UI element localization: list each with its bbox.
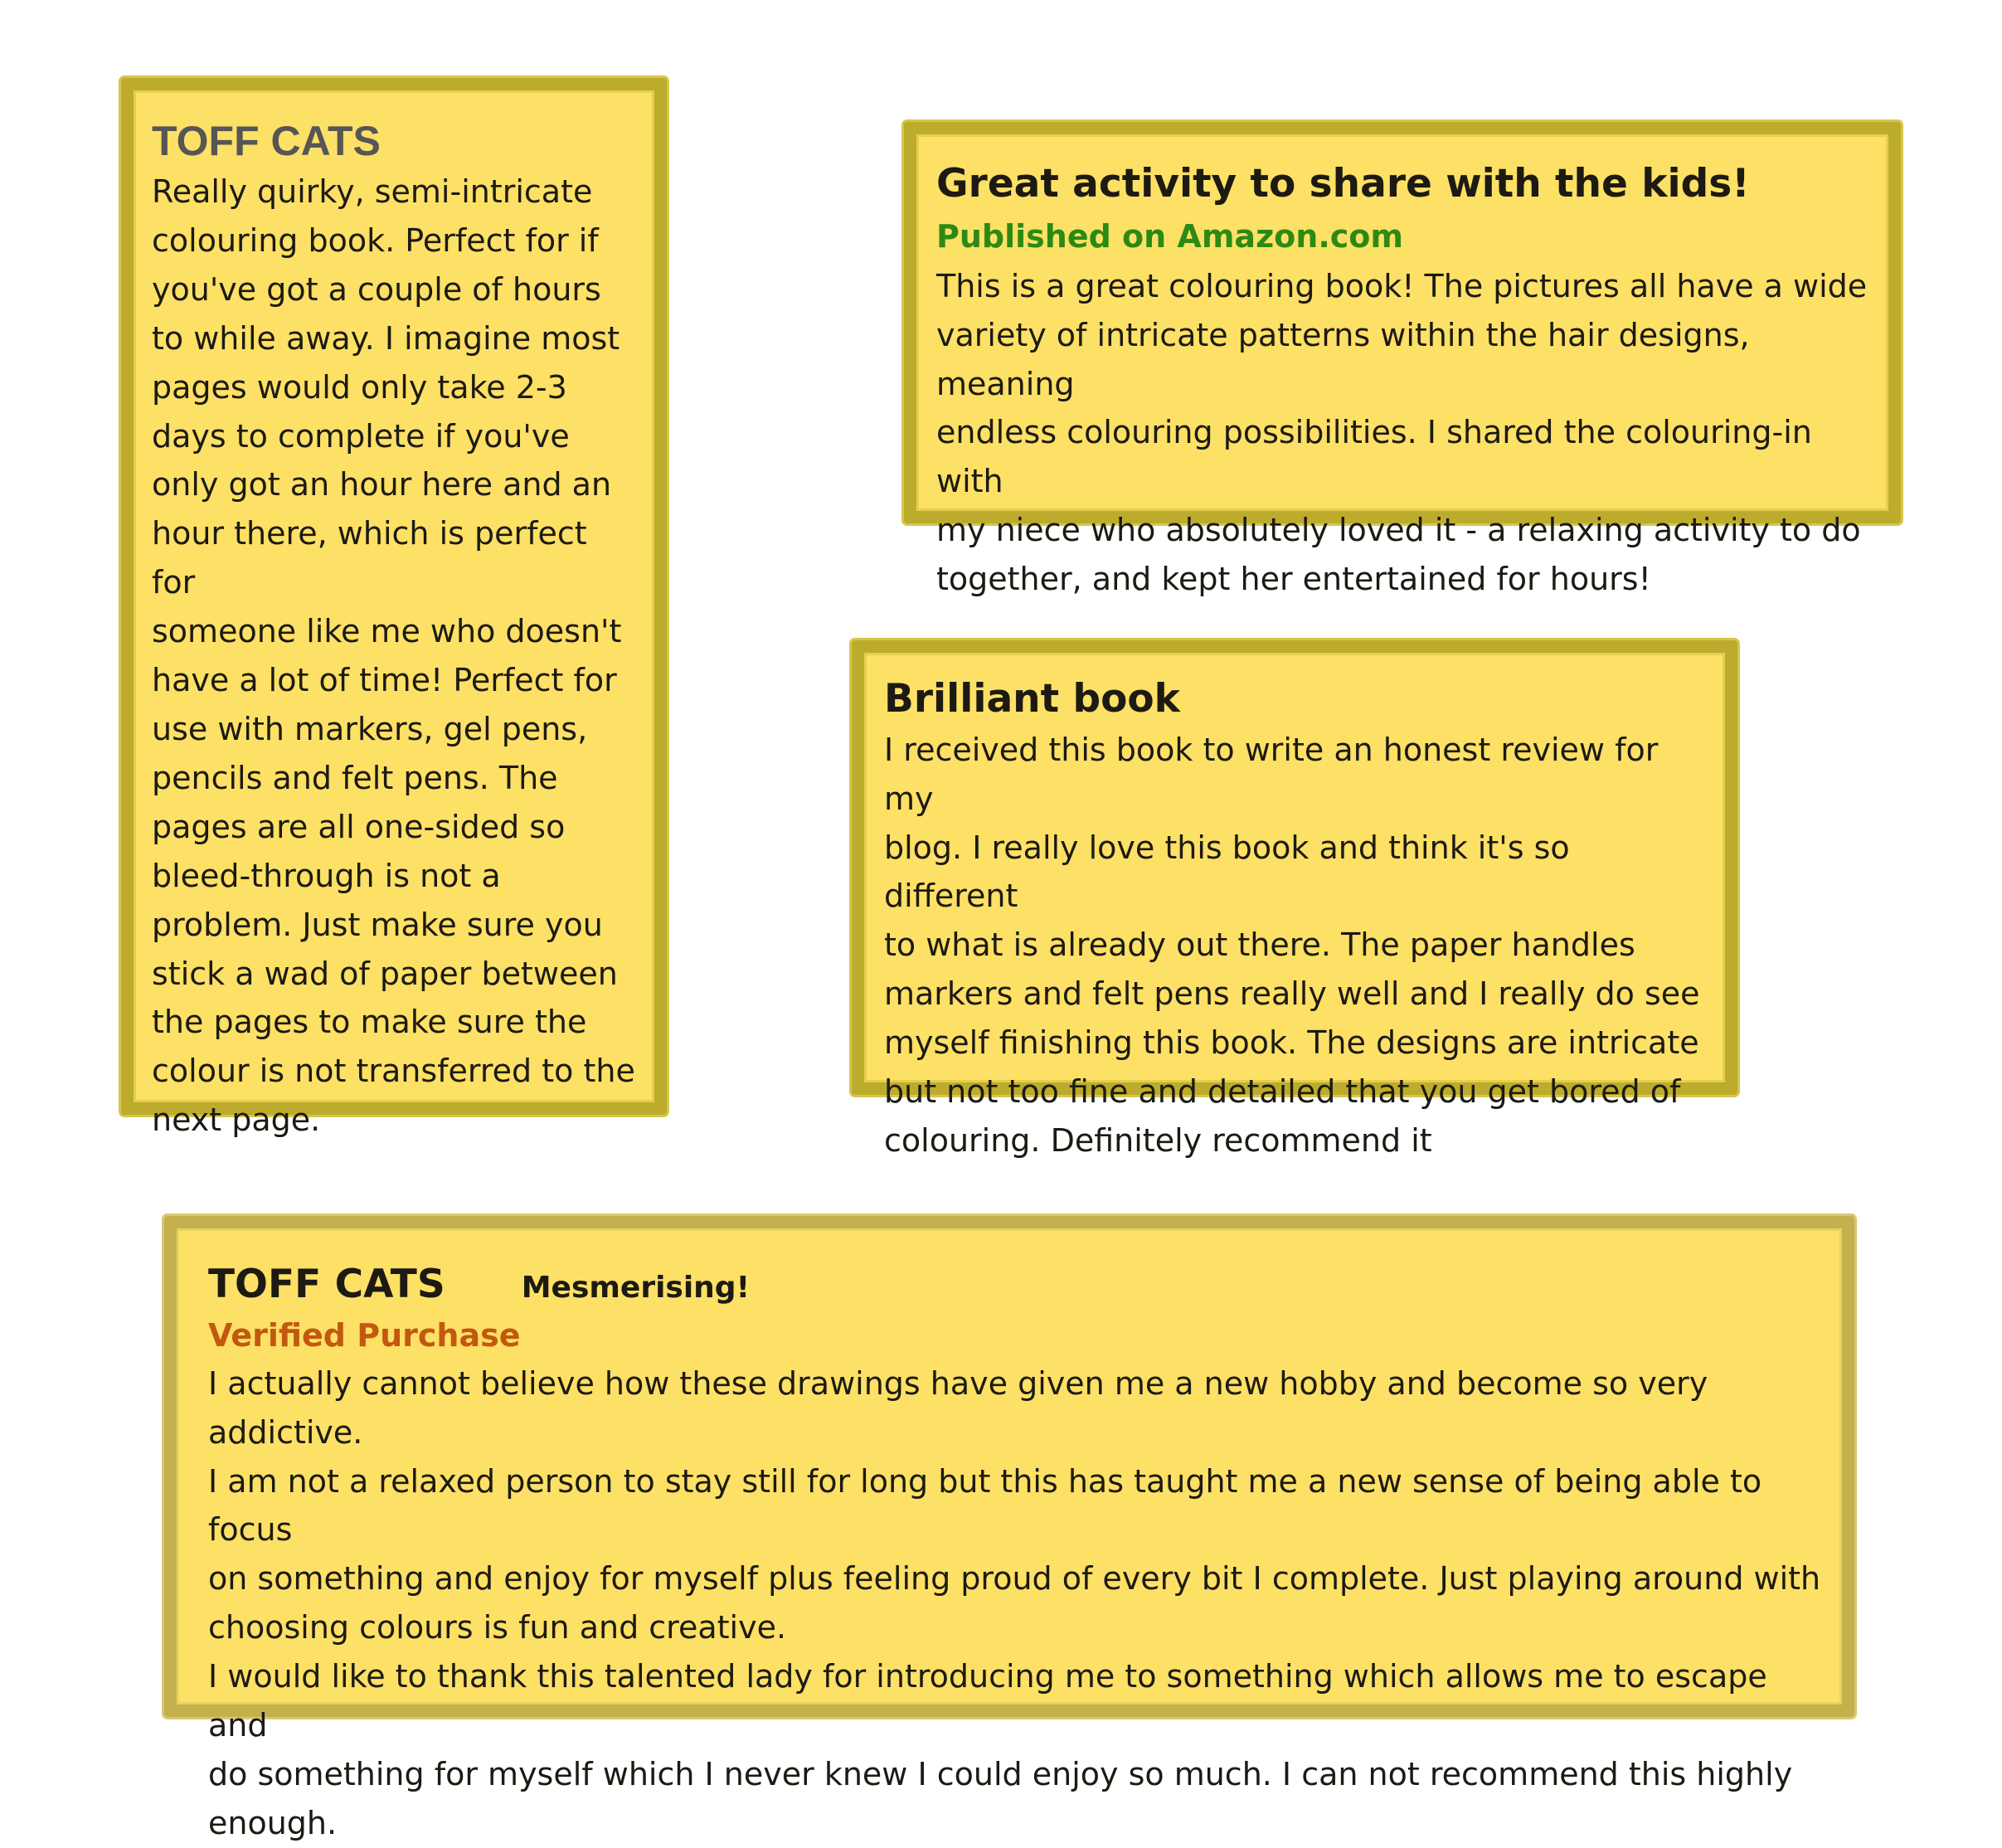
- review-card-toff-cats-short: [121, 78, 667, 1139]
- review-card-mesmerising: [164, 1216, 1854, 1841]
- review-title: Brilliant book: [884, 676, 1180, 722]
- review-card-brilliant-book: [852, 640, 1737, 1159]
- verified-purchase-badge: Verified Purchase: [208, 1316, 521, 1354]
- review-title: Mesmerising!: [521, 1271, 750, 1305]
- review-body: Really quirky, semi-intricate colouring book. Perfect for if you've got a couple of hours to while away. I imagine most pages would only take 2-3 days to complete if you've only got an hour here and an hour there, which is perfect for someone like me who doesn't have a lot of time! Perfect for use with markers, gel pens, pencils and felt pens. The pages are all one-sided so bleed-through is not a problem. Just make sure you stick a wad of paper between the pages to make sure the colour is not transferred to the next page.: [152, 173, 635, 1139]
- review-source-label: Published on Amazon.com: [936, 217, 1404, 255]
- review-title: TOFF CATS: [152, 118, 381, 164]
- review-title: Great activity to share with the kids!: [936, 161, 1750, 207]
- review-author: TOFF CATS: [208, 1262, 445, 1307]
- review-body: This is a great colouring book! The pictures all have a wide variety of intricate patterns within the hair designs, meaning endless colouring possibilities. I shared the colouring-in with my niece who absolutely loved it - a relaxing activity to do together, and kept her entertained for hours!: [936, 267, 1868, 598]
- review-body: I received this book to write an honest review for my blog. I really love this book and think it's so different to what is already out there. The paper handles markers and felt pens really well and I really do see myself finishing this book. The designs are intricate but not too fine and detailed that you get bored of colouring. Definitely recommend it: [884, 731, 1700, 1159]
- review-header: [208, 1263, 1825, 1306]
- review-body: I actually cannot believe how these drawings have given me a new hobby and become so very addictive. I am not a relaxed person to stay still for long but this has taught me a new sense of being able to focus on something and enjoy for myself plus feeling proud of every bit I complete. Just playing around with choosing colours is fun and creative. I would like to thank this talented lady for introducing me to something which allows me to escape and do something for myself which I never knew I could enjoy so much. I can not recommend this highly enough.: [208, 1364, 1821, 1841]
- review-card-great-activity: [904, 122, 1901, 598]
